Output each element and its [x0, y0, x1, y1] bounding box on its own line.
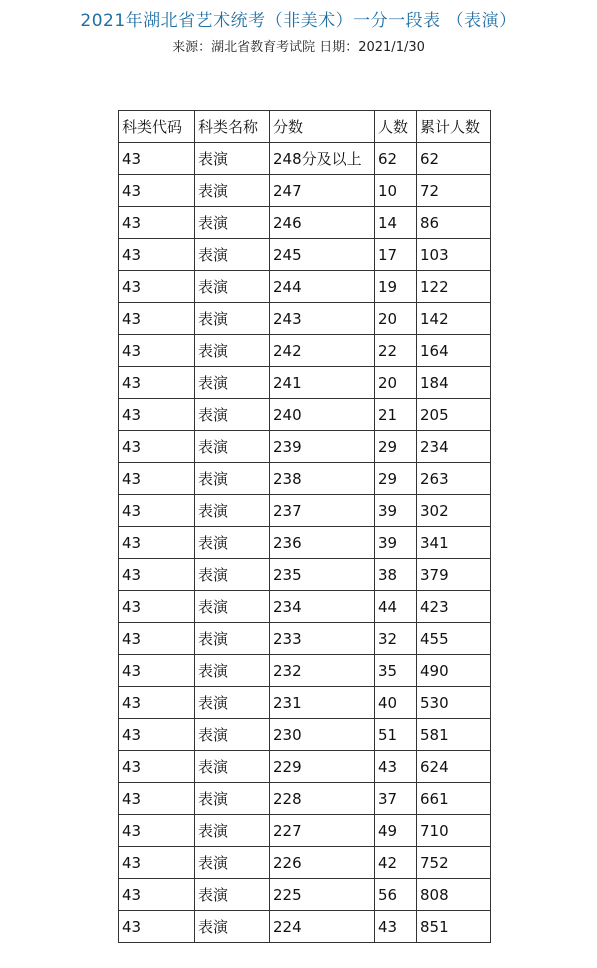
table-cell: 245	[270, 239, 375, 271]
table-row	[119, 623, 491, 655]
table-cell: 表演	[195, 495, 270, 527]
table-cell: 49	[375, 815, 417, 847]
table-cell: 43	[119, 271, 195, 303]
table-cell: 341	[417, 527, 491, 559]
table-cell: 710	[417, 815, 491, 847]
table-cell: 43	[119, 303, 195, 335]
table-row	[119, 239, 491, 271]
table-cell: 122	[417, 271, 491, 303]
table-cell: 423	[417, 591, 491, 623]
table-cell: 43	[119, 783, 195, 815]
table-cell: 43	[119, 911, 195, 943]
table-cell: 43	[119, 495, 195, 527]
table-row	[119, 335, 491, 367]
table-cell: 851	[417, 911, 491, 943]
table-cell: 表演	[195, 207, 270, 239]
table-cell: 231	[270, 687, 375, 719]
table-cell: 43	[119, 335, 195, 367]
table-cell: 142	[417, 303, 491, 335]
table-cell: 表演	[195, 847, 270, 879]
table-cell: 226	[270, 847, 375, 879]
table-cell: 247	[270, 175, 375, 207]
table-cell: 22	[375, 335, 417, 367]
table-cell: 表演	[195, 783, 270, 815]
table-cell: 581	[417, 719, 491, 751]
table-row	[119, 495, 491, 527]
table-row	[119, 847, 491, 879]
table-cell: 表演	[195, 303, 270, 335]
source-line: 来源：湖北省教育考试院 日期：2021/1/30	[172, 40, 425, 55]
table-row	[119, 815, 491, 847]
table-row	[119, 303, 491, 335]
table-cell: 43	[119, 719, 195, 751]
table-cell: 20	[375, 367, 417, 399]
table-cell: 239	[270, 431, 375, 463]
table-cell: 17	[375, 239, 417, 271]
table-cell: 72	[417, 175, 491, 207]
table-cell: 62	[375, 143, 417, 175]
table-cell: 10	[375, 175, 417, 207]
table-cell: 242	[270, 335, 375, 367]
table-cell: 43	[119, 175, 195, 207]
table-cell: 237	[270, 495, 375, 527]
table-cell: 43	[119, 367, 195, 399]
table-cell: 表演	[195, 367, 270, 399]
table-row	[119, 367, 491, 399]
table-cell: 35	[375, 655, 417, 687]
table-cell: 43	[119, 815, 195, 847]
table-cell: 32	[375, 623, 417, 655]
table-cell: 752	[417, 847, 491, 879]
table-row	[119, 559, 491, 591]
page-title: 2021年湖北省艺术统考（非美术）一分一段表 （表演）	[80, 11, 517, 31]
table-row	[119, 175, 491, 207]
table-cell: 表演	[195, 175, 270, 207]
table-cell: 43	[119, 687, 195, 719]
table-cell: 表演	[195, 591, 270, 623]
table-row	[119, 719, 491, 751]
table-cell: 表演	[195, 655, 270, 687]
table-cell: 表演	[195, 815, 270, 847]
table-cell: 表演	[195, 239, 270, 271]
table-row	[119, 463, 491, 495]
table-cell: 62	[417, 143, 491, 175]
header-cell: 分数	[270, 111, 375, 143]
table-cell: 38	[375, 559, 417, 591]
table-cell: 233	[270, 623, 375, 655]
table-cell: 241	[270, 367, 375, 399]
table-row	[119, 655, 491, 687]
table-cell: 39	[375, 495, 417, 527]
table-cell: 表演	[195, 559, 270, 591]
table-cell: 表演	[195, 399, 270, 431]
table-cell: 302	[417, 495, 491, 527]
table-row	[119, 783, 491, 815]
table-cell: 表演	[195, 751, 270, 783]
table-cell: 43	[119, 399, 195, 431]
table-cell: 205	[417, 399, 491, 431]
table-cell: 表演	[195, 431, 270, 463]
table-row	[119, 143, 491, 175]
table-cell: 230	[270, 719, 375, 751]
table-cell: 表演	[195, 143, 270, 175]
table-cell: 248分及以上	[270, 143, 375, 175]
table-cell: 表演	[195, 687, 270, 719]
table-cell: 103	[417, 239, 491, 271]
table-cell: 43	[119, 879, 195, 911]
table-cell: 42	[375, 847, 417, 879]
table-cell: 240	[270, 399, 375, 431]
table-cell: 表演	[195, 911, 270, 943]
score-table	[118, 110, 491, 943]
table-row	[119, 911, 491, 943]
table-cell: 244	[270, 271, 375, 303]
table-cell: 43	[119, 143, 195, 175]
table-cell: 40	[375, 687, 417, 719]
table-cell: 43	[119, 431, 195, 463]
table-cell: 229	[270, 751, 375, 783]
table-cell: 19	[375, 271, 417, 303]
table-cell: 56	[375, 879, 417, 911]
table-cell: 224	[270, 911, 375, 943]
table-cell: 530	[417, 687, 491, 719]
table-cell: 51	[375, 719, 417, 751]
table-cell: 43	[119, 847, 195, 879]
table-cell: 164	[417, 335, 491, 367]
header-cell: 科类名称	[195, 111, 270, 143]
table-row	[119, 751, 491, 783]
table-cell: 43	[119, 655, 195, 687]
table-cell: 43	[119, 751, 195, 783]
table-cell: 44	[375, 591, 417, 623]
table-cell: 29	[375, 431, 417, 463]
header-cell: 累计人数	[417, 111, 491, 143]
table-cell: 225	[270, 879, 375, 911]
table-cell: 43	[375, 911, 417, 943]
table-cell: 43	[119, 463, 195, 495]
table-cell: 43	[119, 559, 195, 591]
table-cell: 29	[375, 463, 417, 495]
table-cell: 661	[417, 783, 491, 815]
table-cell: 43	[119, 207, 195, 239]
table-row	[119, 431, 491, 463]
table-cell: 37	[375, 783, 417, 815]
table-row	[119, 591, 491, 623]
table-row	[119, 879, 491, 911]
table-cell: 43	[375, 751, 417, 783]
table-cell: 227	[270, 815, 375, 847]
table-cell: 455	[417, 623, 491, 655]
table-cell: 184	[417, 367, 491, 399]
table-header-row	[119, 111, 491, 143]
table-cell: 490	[417, 655, 491, 687]
table-cell: 20	[375, 303, 417, 335]
table-row	[119, 687, 491, 719]
table-cell: 表演	[195, 623, 270, 655]
table-cell: 236	[270, 527, 375, 559]
table-cell: 表演	[195, 879, 270, 911]
table-cell: 43	[119, 591, 195, 623]
table-row	[119, 527, 491, 559]
table-cell: 624	[417, 751, 491, 783]
table-cell: 14	[375, 207, 417, 239]
table-cell: 21	[375, 399, 417, 431]
table-cell: 234	[417, 431, 491, 463]
header-cell: 人数	[375, 111, 417, 143]
header-cell: 科类代码	[119, 111, 195, 143]
table-cell: 86	[417, 207, 491, 239]
table-cell: 表演	[195, 271, 270, 303]
table-cell: 246	[270, 207, 375, 239]
table-body	[119, 143, 491, 943]
table-cell: 235	[270, 559, 375, 591]
table-row	[119, 271, 491, 303]
table-cell: 263	[417, 463, 491, 495]
table-cell: 表演	[195, 463, 270, 495]
table-cell: 表演	[195, 719, 270, 751]
table-cell: 表演	[195, 335, 270, 367]
table-cell: 43	[119, 527, 195, 559]
table-row	[119, 207, 491, 239]
table-cell: 243	[270, 303, 375, 335]
table-cell: 238	[270, 463, 375, 495]
table-cell: 39	[375, 527, 417, 559]
table-cell: 228	[270, 783, 375, 815]
table-cell: 表演	[195, 527, 270, 559]
table-cell: 43	[119, 239, 195, 271]
table-cell: 379	[417, 559, 491, 591]
table-cell: 43	[119, 623, 195, 655]
table-row	[119, 399, 491, 431]
table-cell: 232	[270, 655, 375, 687]
table-cell: 234	[270, 591, 375, 623]
table-cell: 808	[417, 879, 491, 911]
